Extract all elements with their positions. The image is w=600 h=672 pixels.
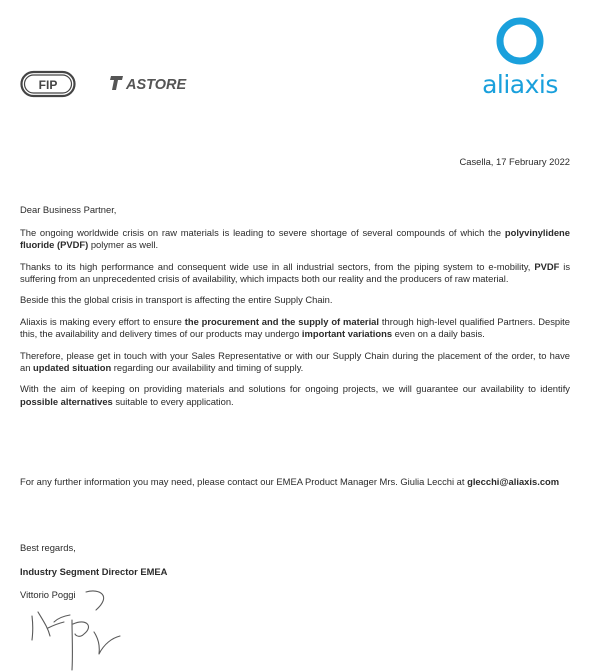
letter-date: Casella, 17 February 2022 xyxy=(459,156,570,167)
salutation: Dear Business Partner, xyxy=(20,204,117,215)
signer-name: Vittorio Poggi xyxy=(20,589,76,600)
signer-title: Industry Segment Director EMEA xyxy=(20,566,168,577)
paragraph-3: Beside this the global crisis in transport is affecting the entire Supply Chain. xyxy=(20,294,333,306)
letter-body xyxy=(20,227,570,417)
astore-logo-text: ASTORE xyxy=(126,77,187,93)
paragraph-5: Therefore, please get in touch with your Sales Representative or with our Supply Chain during the placement of the order, to have an updated situation regarding our availability and timing of supply. xyxy=(20,349,570,373)
paragraph-1: The ongoing worldwide crisis on raw materials is leading to severe shortage of several compounds of which the polyvinylidene fluoride (PVDF) polymer as well. xyxy=(20,227,570,251)
closing: Best regards, xyxy=(20,542,76,553)
contact-email: glecchi@aliaxis.com xyxy=(467,476,560,487)
fip-logo xyxy=(20,70,76,98)
aliaxis-logo xyxy=(470,14,570,100)
contact-paragraph: For any further information you may need, please contact our EMEA Product Manager Mrs. Giulia Lecchi at glecchi@aliaxis.com xyxy=(20,476,560,487)
astore-logo xyxy=(108,72,196,94)
paragraph-4: Aliaxis is making every effort to ensure the procurement and the supply of material through high-level qualified Partners. Despite this, the availability and delivery times of our products may undergo important variations even on a daily basis. xyxy=(20,315,570,340)
aliaxis-ring-icon xyxy=(470,14,570,70)
paragraph-2: Thanks to its high performance and consequent wide use in all industrial sectors, from the piping system to e-mobility, PVDF is suffering from an unprecedented crisis of availability, which impacts both our reality and the producers of raw material. xyxy=(20,260,571,284)
fip-logo-text: FIP xyxy=(38,78,58,92)
aliaxis-logo-text: aliaxis xyxy=(482,70,558,99)
handwritten-signature xyxy=(28,588,138,672)
paragraph-6: With the aim of keeping on providing materials and solutions for ongoing projects, we will guarantee our availability to identify possible alternatives suitable to every application. xyxy=(20,383,570,407)
